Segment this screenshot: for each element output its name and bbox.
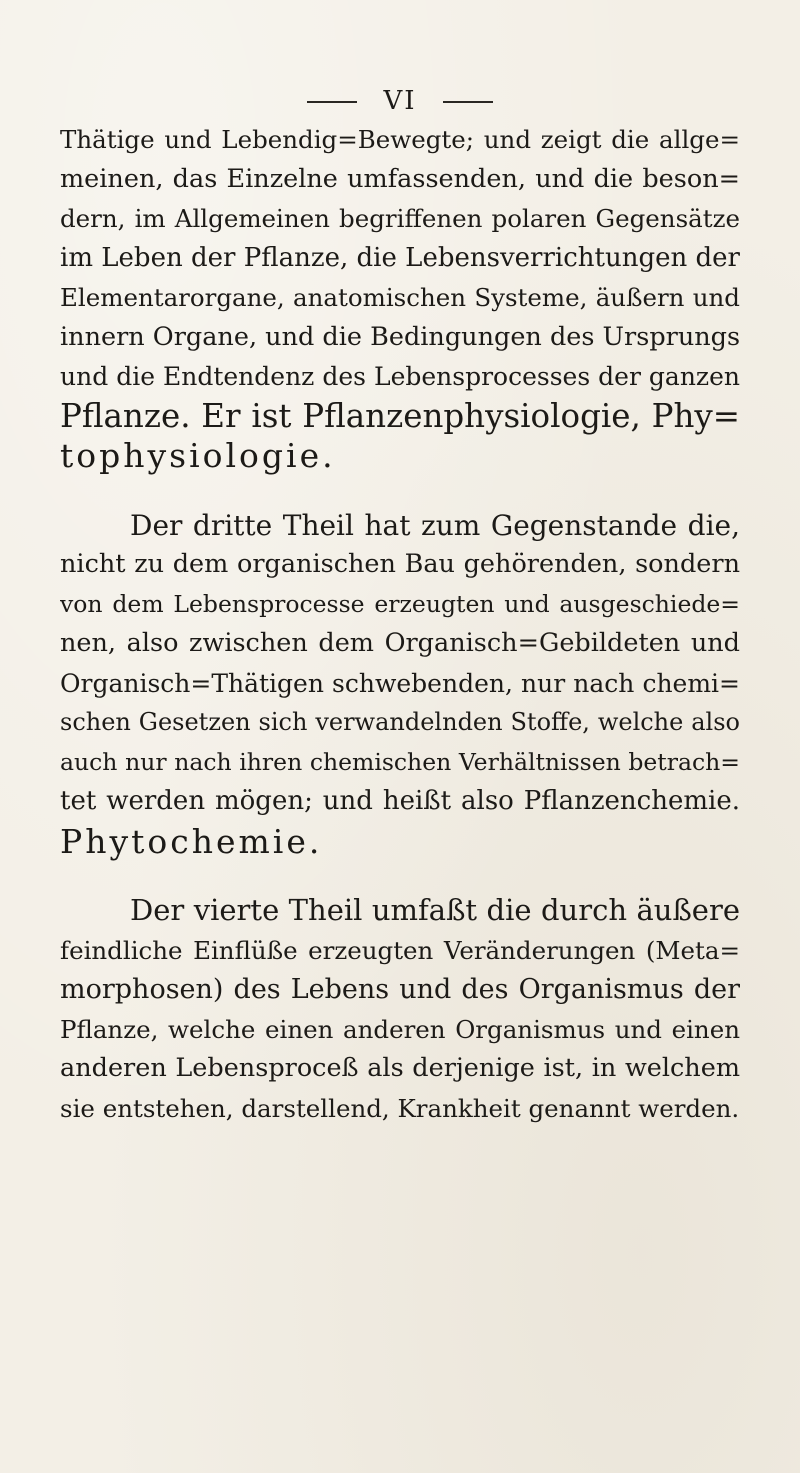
text-line: anderen Lebensproceß als derjenige ist, in welchem (60, 1053, 740, 1083)
text-line: Elementarorgane, anatomischen Systeme, äußern und (60, 283, 740, 312)
text-line: Der vierte Theil umfaßt die durch äußere (130, 893, 740, 927)
paragraph-continuation (60, 120, 740, 476)
text-line: nicht zu dem organischen Bau gehörenden, sondern (60, 549, 740, 579)
text-line: meinen, das Einzelne umfassenden, und die beson= (60, 163, 740, 194)
right-rule (443, 101, 493, 103)
text-line: Pflanze, welche einen anderen Organismus und einen (60, 1014, 740, 1044)
text-line: morphosen) des Lebens und des Organismus der (60, 974, 740, 1005)
running-head (0, 86, 800, 116)
text-line: dern, im Allgemeinen begriffenen polaren Gegensätze (60, 204, 740, 233)
page-number: VI (383, 86, 417, 116)
text-line: im Leben der Pflanze, die Lebensverrichtungen der (60, 242, 740, 273)
left-rule (307, 101, 357, 103)
text-line: tet werden mögen; und heißt also Pflanzenchemie. (60, 786, 740, 816)
text-line: sie entstehen, darstellend, Krankheit genannt werden. (60, 1093, 740, 1123)
text-line: Der dritte Theil hat zum Gegenstande die, (130, 508, 740, 542)
text-line: nen, also zwischen dem Organisch=Gebildeten und (60, 628, 740, 658)
text-line: Pflanze. Er ist Pflanzenphysiologie, Phy= (60, 396, 740, 435)
text-line: schen Gesetzen sich verwandelnden Stoffe, welche also (60, 708, 740, 736)
text-line: von dem Lebensprocesse erzeugten und ausgeschiede= (60, 589, 740, 618)
text-line: feindliche Einflüße erzeugten Veränderungen (Meta= (60, 935, 740, 965)
paragraph-fourth-part (60, 891, 740, 1128)
paragraph-third-part (60, 506, 740, 862)
text-line: Phytochemie. (60, 821, 323, 861)
text-line: und die Endtendenz des Lebensprocesses der ganzen (60, 362, 740, 391)
text-line: Organisch=Thätigen schwebenden, nur nach chemi= (60, 668, 740, 698)
body-text (60, 120, 740, 1158)
text-line: Thätige und Lebendig=Bewegte; und zeigt die allge= (60, 125, 740, 154)
text-line: innern Organe, und die Bedingungen des Ursprungs (60, 321, 740, 352)
text-line: auch nur nach ihren chemischen Verhältnissen betrach= (60, 747, 740, 776)
text-line: tophysiologie. (60, 436, 336, 475)
